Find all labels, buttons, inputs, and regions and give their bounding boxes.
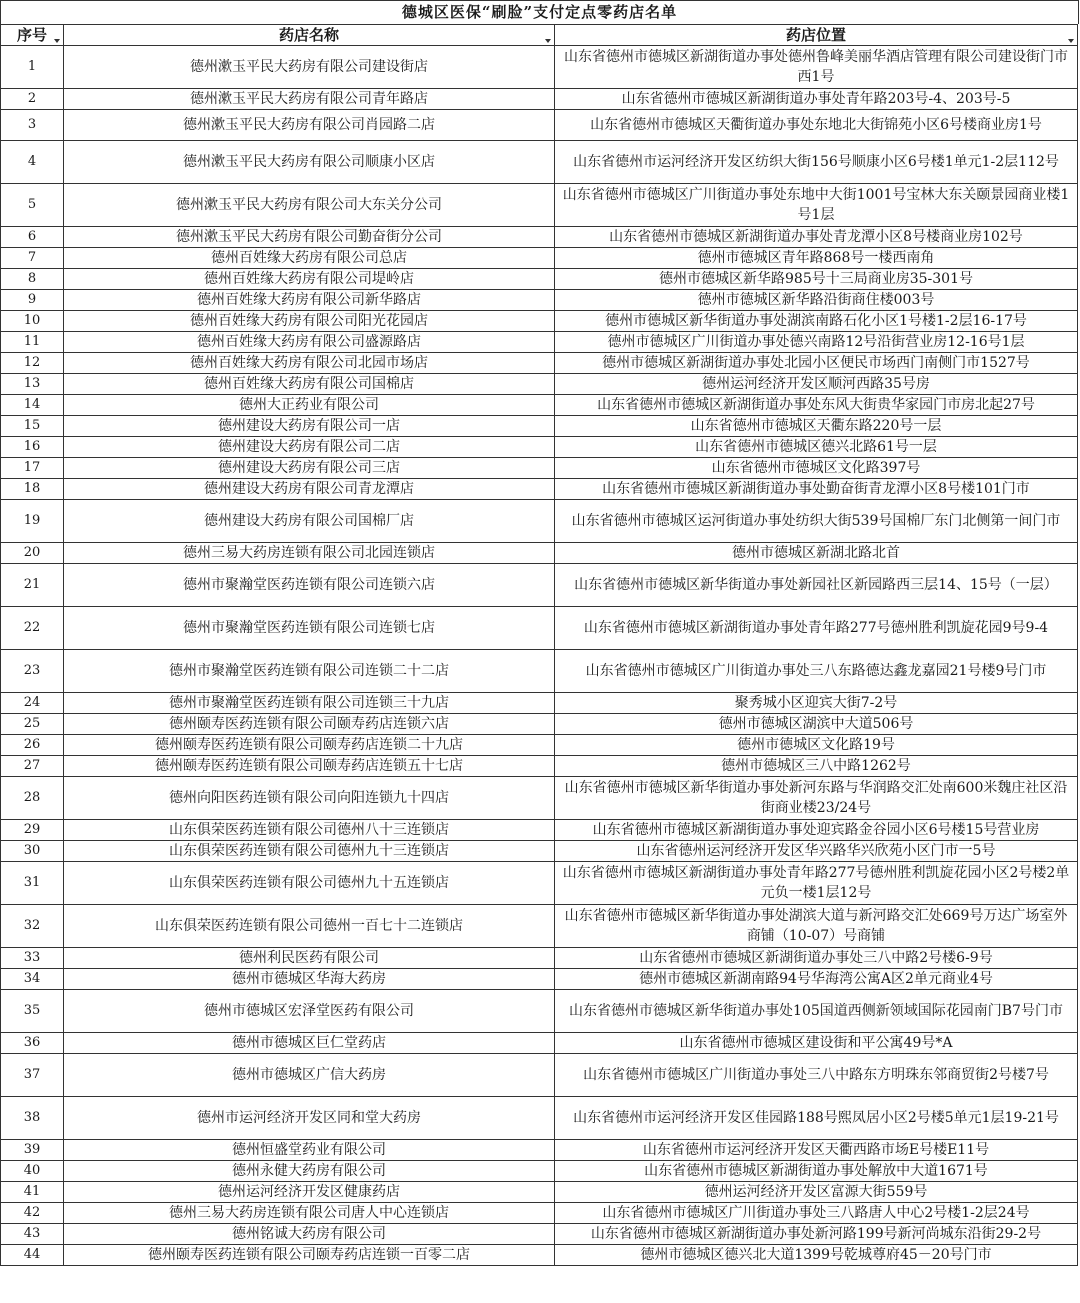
row-number[interactable]: 17 [1,458,64,479]
pharmacy-address[interactable]: 山东省德州市德城区新华街道办事处105国道西侧新领域国际花园南门B7号门市 [555,990,1078,1033]
sheet-title: 德城区医保“刷脸”支付定点零药店名单 [0,0,1079,24]
row-number[interactable]: 2 [1,89,64,110]
pharmacy-name[interactable]: 山东俱荣医药连锁有限公司德州八十三连锁店 [64,820,555,841]
pharmacy-name[interactable]: 德州百姓缘大药房有限公司盛源路店 [64,332,555,353]
row-number[interactable]: 11 [1,332,64,353]
pharmacy-name[interactable]: 德州大正药业有限公司 [64,395,555,416]
pharmacy-name[interactable]: 德州市聚瀚堂医药连锁有限公司连锁二十二店 [64,650,555,693]
pharmacy-name[interactable]: 德州市德城区华海大药房 [64,969,555,990]
header-address[interactable] [555,25,1078,46]
row-number[interactable]: 10 [1,311,64,332]
pharmacy-name[interactable]: 德州建设大药房有限公司一店 [64,416,555,437]
table-row [1,311,1078,332]
table-row [1,437,1078,458]
table-row [1,416,1078,437]
pharmacy-address[interactable]: 德州市德城区新湖北路北首 [555,543,1078,564]
header-name-label: 药店名称 [278,26,339,44]
table-row [1,735,1078,756]
table-row [1,290,1078,311]
row-number[interactable]: 16 [1,437,64,458]
row-number[interactable]: 27 [1,756,64,777]
table-row [1,1033,1078,1054]
row-number[interactable]: 29 [1,820,64,841]
table-row [1,500,1078,543]
row-number[interactable]: 33 [1,948,64,969]
table-row [1,89,1078,110]
pharmacy-name[interactable]: 德州三易大药房连锁有限公司北园连锁店 [64,543,555,564]
pharmacy-name[interactable]: 德州铭诚大药房有限公司 [64,1224,555,1245]
row-number[interactable]: 31 [1,862,64,905]
pharmacy-address[interactable]: 德州市德城区广川街道办事处德兴南路12号沿街营业房12-16号1层 [555,332,1078,353]
row-number[interactable]: 28 [1,777,64,820]
filter-dropdown-icon[interactable] [545,39,551,43]
pharmacy-address[interactable]: 山东省德州市德城区广川街道办事处三八东路德达鑫龙嘉园21号楼9号门市 [555,650,1078,693]
pharmacy-name[interactable]: 德州百姓缘大药房有限公司总店 [64,248,555,269]
pharmacy-name[interactable]: 德州建设大药房有限公司国棉厂店 [64,500,555,543]
pharmacy-name[interactable]: 德州漱玉平民大药房有限公司顺康小区店 [64,141,555,184]
row-number[interactable]: 26 [1,735,64,756]
row-number[interactable]: 22 [1,607,64,650]
table-row [1,110,1078,141]
row-number[interactable]: 35 [1,990,64,1033]
pharmacy-address[interactable]: 山东省德州市德城区新华街道办事处新河东路与华润路交汇处南600米魏庄社区沿街商业楼23/24号 [555,777,1078,820]
row-number[interactable]: 12 [1,353,64,374]
table-row [1,862,1078,905]
pharmacy-address[interactable]: 德州运河经济开发区顺河西路35号房 [555,374,1078,395]
row-number[interactable]: 40 [1,1161,64,1182]
row-number[interactable]: 24 [1,693,64,714]
pharmacy-address[interactable]: 山东省德州市德城区新华街道办事处新园社区新园路西三层14、15号（一层） [555,564,1078,607]
pharmacy-address[interactable]: 山东省德州市德城区新湖街道办事处德州鲁峰美丽华酒店管理有限公司建设街门市西1号 [555,46,1078,89]
pharmacy-table [0,24,1078,1266]
pharmacy-name[interactable]: 德州颐寿医药连锁有限公司颐寿药店连锁五十七店 [64,756,555,777]
row-number[interactable]: 41 [1,1182,64,1203]
pharmacy-address[interactable]: 山东省德州市德城区运河街道办事处纺织大街539号国棉厂东门北侧第一间门市 [555,500,1078,543]
filter-dropdown-icon[interactable] [54,39,60,43]
table-row [1,332,1078,353]
table-row [1,1245,1078,1266]
table-body [1,46,1078,1266]
pharmacy-name[interactable]: 德州市德城区宏泽堂医药有限公司 [64,990,555,1033]
pharmacy-name[interactable]: 德州百姓缘大药房有限公司堤岭店 [64,269,555,290]
filter-dropdown-icon[interactable] [1068,39,1074,43]
pharmacy-address[interactable]: 德州市德城区青年路868号一楼西南角 [555,248,1078,269]
table-row [1,1203,1078,1224]
row-number[interactable]: 15 [1,416,64,437]
table-row [1,46,1078,89]
pharmacy-name[interactable]: 德州颐寿医药连锁有限公司颐寿药店连锁六店 [64,714,555,735]
table-row [1,184,1078,227]
table-row [1,969,1078,990]
pharmacy-name[interactable]: 德州向阳医药连锁有限公司向阳连锁九十四店 [64,777,555,820]
table-row [1,650,1078,693]
pharmacy-name[interactable]: 山东俱荣医药连锁有限公司德州一百七十二连锁店 [64,905,555,948]
pharmacy-address[interactable]: 德州市德城区湖滨中大道506号 [555,714,1078,735]
table-row [1,607,1078,650]
table-row [1,1140,1078,1161]
table-row [1,479,1078,500]
row-number[interactable]: 32 [1,905,64,948]
pharmacy-name[interactable]: 德州漱玉平民大药房有限公司建设街店 [64,46,555,89]
row-number[interactable]: 44 [1,1245,64,1266]
pharmacy-address[interactable]: 山东省德州市德城区天衢东路220号一层 [555,416,1078,437]
pharmacy-name[interactable]: 德州市聚瀚堂医药连锁有限公司连锁七店 [64,607,555,650]
pharmacy-name[interactable]: 德州三易大药房连锁有限公司唐人中心连锁店 [64,1203,555,1224]
table-row [1,374,1078,395]
pharmacy-name[interactable]: 德州漱玉平民大药房有限公司大东关分公司 [64,184,555,227]
row-number[interactable]: 7 [1,248,64,269]
table-row [1,756,1078,777]
table-row [1,269,1078,290]
pharmacy-address[interactable]: 山东省德州市德城区德兴北路61号一层 [555,437,1078,458]
table-row [1,820,1078,841]
header-no-label: 序号 [16,26,47,44]
table-row [1,458,1078,479]
pharmacy-name[interactable]: 德州建设大药房有限公司青龙潭店 [64,479,555,500]
pharmacy-address[interactable]: 德州市德城区新湖南路94号华海湾公寓A区2单元商业4号 [555,969,1078,990]
row-number[interactable]: 39 [1,1140,64,1161]
pharmacy-address[interactable]: 德州运河经济开发区富源大街559号 [555,1182,1078,1203]
pharmacy-address[interactable]: 山东省德州市德城区新湖街道办事处青年路277号德州胜利凯旋花园小区2号楼2单元负一楼1层12号 [555,862,1078,905]
row-number[interactable]: 30 [1,841,64,862]
pharmacy-address[interactable]: 德州市德城区三八中路1262号 [555,756,1078,777]
pharmacy-address[interactable]: 山东省德州市德城区新湖街道办事处迎宾路金谷园小区6号楼15号营业房 [555,820,1078,841]
pharmacy-address[interactable]: 山东省德州市德城区天衢街道办事处东地北大街锦苑小区6号楼商业房1号 [555,110,1078,141]
row-number[interactable]: 34 [1,969,64,990]
pharmacy-name[interactable]: 德州颐寿医药连锁有限公司颐寿药店连锁二十九店 [64,735,555,756]
pharmacy-name[interactable]: 德州百姓缘大药房有限公司新华路店 [64,290,555,311]
row-number[interactable]: 14 [1,395,64,416]
pharmacy-address[interactable]: 山东省德州市德城区新湖街道办事处东风大街贵华家园门市房北起27号 [555,395,1078,416]
pharmacy-address[interactable]: 德州市德城区新华路沿街商住楼003号 [555,290,1078,311]
pharmacy-name[interactable]: 德州百姓缘大药房有限公司北园市场店 [64,353,555,374]
pharmacy-name[interactable]: 德州百姓缘大药房有限公司国棉店 [64,374,555,395]
row-number[interactable]: 19 [1,500,64,543]
pharmacy-name[interactable]: 德州恒盛堂药业有限公司 [64,1140,555,1161]
row-number[interactable]: 20 [1,543,64,564]
pharmacy-address[interactable]: 山东省德州市德城区新湖街道办事处青年路277号德州胜利凯旋花园9号9-4 [555,607,1078,650]
table-row [1,395,1078,416]
pharmacy-name[interactable]: 德州市聚瀚堂医药连锁有限公司连锁六店 [64,564,555,607]
header-name[interactable] [64,25,555,46]
pharmacy-address[interactable]: 山东省德州运河经济开发区华兴路华兴欣苑小区门市一5号 [555,841,1078,862]
pharmacy-address[interactable]: 山东省德州市运河经济开发区天衢西路市场E号楼E11号 [555,1140,1078,1161]
row-number[interactable]: 25 [1,714,64,735]
pharmacy-name[interactable]: 山东俱荣医药连锁有限公司德州九十三连锁店 [64,841,555,862]
table-row [1,948,1078,969]
row-number[interactable]: 18 [1,479,64,500]
row-number[interactable]: 3 [1,110,64,141]
pharmacy-name[interactable]: 德州百姓缘大药房有限公司阳光花园店 [64,311,555,332]
pharmacy-name[interactable]: 德州市聚瀚堂医药连锁有限公司连锁三十九店 [64,693,555,714]
row-number[interactable]: 13 [1,374,64,395]
table-row [1,1161,1078,1182]
pharmacy-address[interactable]: 山东省德州市德城区建设街和平公寓49号*A [555,1033,1078,1054]
row-number[interactable]: 21 [1,564,64,607]
row-number[interactable]: 1 [1,46,64,89]
row-number[interactable]: 4 [1,141,64,184]
pharmacy-name[interactable]: 德州永健大药房有限公司 [64,1161,555,1182]
pharmacy-address[interactable]: 山东省德州市德城区新湖街道办事处新河路199号新河尚城东沿街29-2号 [555,1224,1078,1245]
table-row [1,693,1078,714]
row-number[interactable]: 6 [1,227,64,248]
pharmacy-address[interactable]: 山东省德州市德城区新湖街道办事处三八中路2号楼6-9号 [555,948,1078,969]
pharmacy-address[interactable]: 德州市德城区新华街道办事处湖滨南路石化小区1号楼1-2层16-17号 [555,311,1078,332]
row-number[interactable]: 43 [1,1224,64,1245]
row-number[interactable]: 38 [1,1097,64,1140]
pharmacy-address[interactable]: 山东省德州市德城区新湖街道办事处勤奋街青龙潭小区8号楼101门市 [555,479,1078,500]
row-number[interactable]: 36 [1,1033,64,1054]
header-row [1,25,1078,46]
table-row [1,1097,1078,1140]
pharmacy-address[interactable]: 山东省德州市德城区广川街道办事处东地中大街1001号宝林大东关颐景园商业楼1号1层 [555,184,1078,227]
row-number[interactable]: 5 [1,184,64,227]
table-row [1,990,1078,1033]
pharmacy-address[interactable]: 山东省德州市德城区新湖街道办事处青龙潭小区8号楼商业房102号 [555,227,1078,248]
pharmacy-name[interactable]: 德州漱玉平民大药房有限公司肖园路二店 [64,110,555,141]
table-row [1,141,1078,184]
header-address-label: 药店位置 [785,26,846,44]
header-no[interactable] [1,25,64,46]
pharmacy-address[interactable]: 山东省德州市德城区广川街道办事处三八路唐人中心2号楼1-2层24号 [555,1203,1078,1224]
pharmacy-name[interactable]: 德州运河经济开发区健康药店 [64,1182,555,1203]
pharmacy-name[interactable]: 德州漱玉平民大药房有限公司勤奋街分公司 [64,227,555,248]
table-row [1,543,1078,564]
row-number[interactable]: 37 [1,1054,64,1097]
pharmacy-address[interactable]: 山东省德州市运河经济开发区纺织大街156号顺康小区6号楼1单元1-2层112号 [555,141,1078,184]
table-row [1,248,1078,269]
pharmacy-name[interactable]: 德州市运河经济开发区同和堂大药房 [64,1097,555,1140]
pharmacy-name[interactable]: 德州市德城区巨仁堂药店 [64,1033,555,1054]
row-number[interactable]: 9 [1,290,64,311]
pharmacy-address[interactable]: 山东省德州市德城区新湖街道办事处青年路203号-4、203号-5 [555,89,1078,110]
table-row [1,1054,1078,1097]
pharmacy-address[interactable]: 山东省德州市德城区文化路397号 [555,458,1078,479]
table-row [1,905,1078,948]
row-number[interactable]: 42 [1,1203,64,1224]
pharmacy-name[interactable]: 德州建设大药房有限公司二店 [64,437,555,458]
pharmacy-address[interactable]: 山东省德州市德城区广川街道办事处三八中路东方明珠东邻商贸街2号楼7号 [555,1054,1078,1097]
pharmacy-address[interactable]: 德州市德城区文化路19号 [555,735,1078,756]
table-row [1,353,1078,374]
table-row [1,841,1078,862]
pharmacy-name[interactable]: 山东俱荣医药连锁有限公司德州九十五连锁店 [64,862,555,905]
row-number[interactable]: 8 [1,269,64,290]
pharmacy-name[interactable]: 德州利民医药有限公司 [64,948,555,969]
table-row [1,714,1078,735]
pharmacy-name[interactable]: 德州漱玉平民大药房有限公司青年路店 [64,89,555,110]
pharmacy-name[interactable]: 德州颐寿医药连锁有限公司颐寿药店连锁一百零二店 [64,1245,555,1266]
pharmacy-address[interactable]: 山东省德州市德城区新湖街道办事处解放中大道1671号 [555,1161,1078,1182]
table-row [1,564,1078,607]
row-number[interactable]: 23 [1,650,64,693]
pharmacy-name[interactable]: 德州市德城区广信大药房 [64,1054,555,1097]
pharmacy-address[interactable]: 德州市德城区德兴北大道1399号乾城尊府45－20号门市 [555,1245,1078,1266]
pharmacy-name[interactable]: 德州建设大药房有限公司三店 [64,458,555,479]
pharmacy-address[interactable]: 山东省德州市运河经济开发区佳园路188号熙凤居小区2号楼5单元1层19-21号 [555,1097,1078,1140]
pharmacy-address[interactable]: 山东省德州市德城区新华街道办事处湖滨大道与新河路交汇处669号万达广场室外商铺（10-07）号商铺 [555,905,1078,948]
table-row [1,1182,1078,1203]
pharmacy-address[interactable]: 德州市德城区新华路985号十三局商业房35-301号 [555,269,1078,290]
table-row [1,777,1078,820]
table-row [1,227,1078,248]
table-row [1,1224,1078,1245]
pharmacy-address[interactable]: 聚秀城小区迎宾大街7-2号 [555,693,1078,714]
pharmacy-address[interactable]: 德州市德城区新湖街道办事处北园小区便民市场西门南侧门市1527号 [555,353,1078,374]
